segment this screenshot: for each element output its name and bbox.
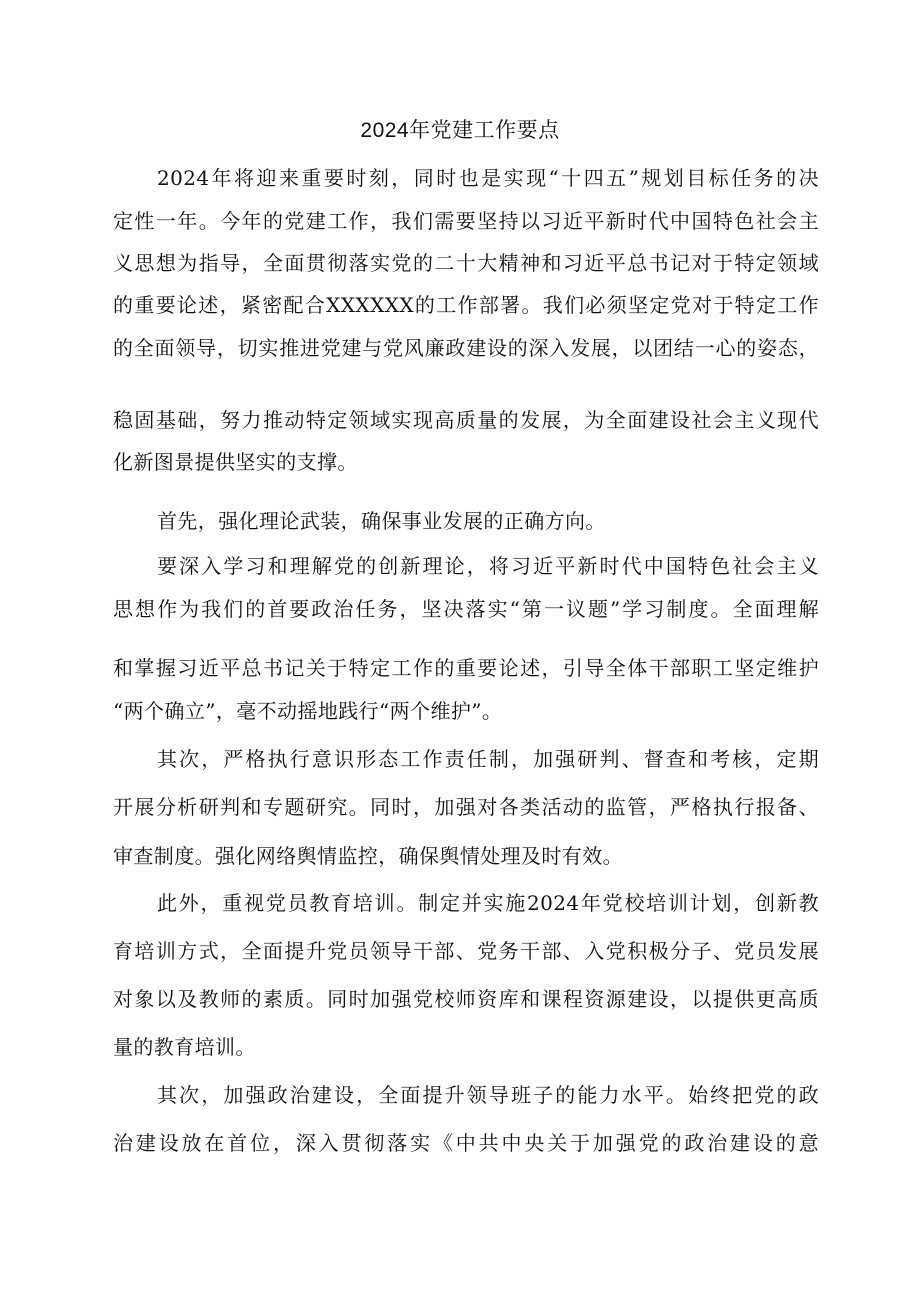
paragraph-5-line-1: 此外，重视党员教育培训。制定并实施2024年党校培训计划，创新教 [157,891,819,915]
paragraph-3-line-1: 要深入学习和理解党的创新理论，将习近平新时代中国特色社会主义 [157,554,819,578]
paragraph-1-line-4: 的重要论述，紧密配合XXXXXX的工作部署。我们必须坚定党对于特定工作 [113,293,819,317]
paragraph-1-line-7: 化新图景提供坚实的支撑。 [113,450,358,474]
paragraph-6-line-2: 治建设放在首位，深入贯彻落实《中共中央关于加强党的政治建设的意 [113,1131,819,1155]
paragraph-5-line-4: 量的教育培训。 [113,1035,256,1059]
paragraph-1-line-3: 义思想为指导，全面贯彻落实党的二十大精神和习近平总书记对于特定领域 [113,251,819,275]
paragraph-3-line-4: “两个确立”，毫不动摇地践行“两个维护”。 [113,699,503,723]
paragraph-5-line-2: 育培训方式，全面提升党员领导干部、党务干部、入党积极分子、党员发展 [113,939,819,963]
paragraph-3-line-2: 思想作为我们的首要政治任务，坚决落实“第一议题”学习制度。全面理解 [113,597,819,621]
paragraph-4-line-1: 其次，严格执行意识形态工作责任制，加强研判、督查和考核，定期 [157,747,819,771]
paragraph-4-line-3: 审查制度。强化网络舆情监控，确保舆情处理及时有效。 [113,844,623,868]
paragraph-5-line-3: 对象以及教师的素质。同时加强党校师资库和课程资源建设，以提供更高质 [113,987,819,1011]
paragraph-6-line-1: 其次，加强政治建设，全面提升领导班子的能力水平。始终把党的政 [157,1083,819,1107]
paragraph-1-line-5: 的全面领导，切实推进党建与党风廉政建设的深入发展，以团结一心的姿态， [113,336,819,360]
paragraph-1-line-1: 2024年将迎来重要时刻，同时也是实现“十四五”规划目标任务的决 [157,166,819,190]
paragraph-3-line-3: 和掌握习近平总书记关于特定工作的重要论述，引导全体干部职工坚定维护 [113,656,819,680]
paragraph-4-line-2: 开展分析研判和专题研究。同时，加强对各类活动的监管，严格执行报备、 [113,795,819,819]
document-title: 2024年党建工作要点 [360,119,560,142]
paragraph-1-line-6: 稳固基础，努力推动特定领域实现高质量的发展，为全面建设社会主义现代 [113,408,819,432]
paragraph-2-line-1: 首先，强化理论武装，确保事业发展的正确方向。 [157,509,606,533]
paragraph-1-line-2: 定性一年。今年的党建工作，我们需要坚持以习近平新时代中国特色社会主 [113,209,819,233]
